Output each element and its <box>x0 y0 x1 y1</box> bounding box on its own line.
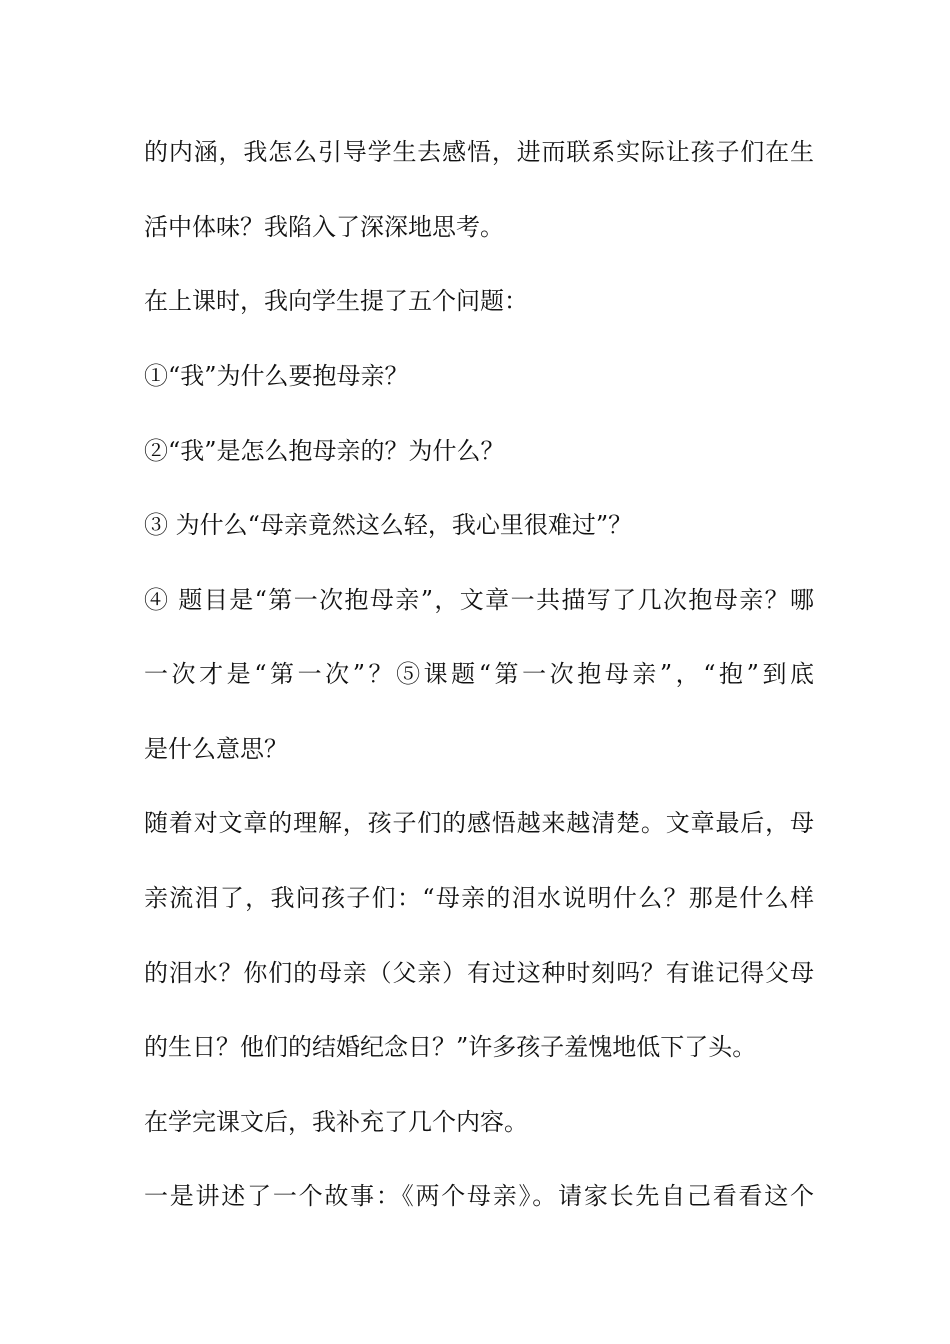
text-line: 活中体味？我陷入了深深地思考。 <box>144 213 504 241</box>
text-line: 随着对文章的理解，孩子们的感悟越来越清楚。文章最后，母 <box>144 809 814 837</box>
text-line: 的内涵，我怎么引导学生去感悟，进而联系实际让孩子们在生 <box>144 138 814 166</box>
text-line: ④ 题目是“第一次抱母亲”，文章一共描写了几次抱母亲？哪 <box>144 586 814 614</box>
text-line: 在学完课文后，我补充了几个内容。 <box>144 1108 528 1136</box>
text-line: ①“我”为什么要抱母亲？ <box>144 362 409 390</box>
text-line: 的生日？他们的结婚纪念日？”许多孩子羞愧地低下了头。 <box>144 1033 757 1061</box>
text-line: 亲流泪了，我问孩子们：“母亲的泪水说明什么？那是什么样 <box>144 884 814 912</box>
text-line: ③ 为什么“母亲竟然这么轻，我心里很难过”？ <box>144 511 633 539</box>
text-line: ②“我”是怎么抱母亲的？为什么？ <box>144 437 505 465</box>
text-line: 一次才是“第一次”？⑤课题“第一次抱母亲”，“抱”到底 <box>144 660 814 688</box>
text-line: 是什么意思？ <box>144 735 288 763</box>
text-line: 一是讲述了一个故事：《两个母亲》。请家长先自己看看这个 <box>144 1182 814 1210</box>
text-line: 在上课时，我向学生提了五个问题： <box>144 287 528 315</box>
text-line: 的泪水？你们的母亲（父亲）有过这种时刻吗？有谁记得父母 <box>144 959 814 987</box>
